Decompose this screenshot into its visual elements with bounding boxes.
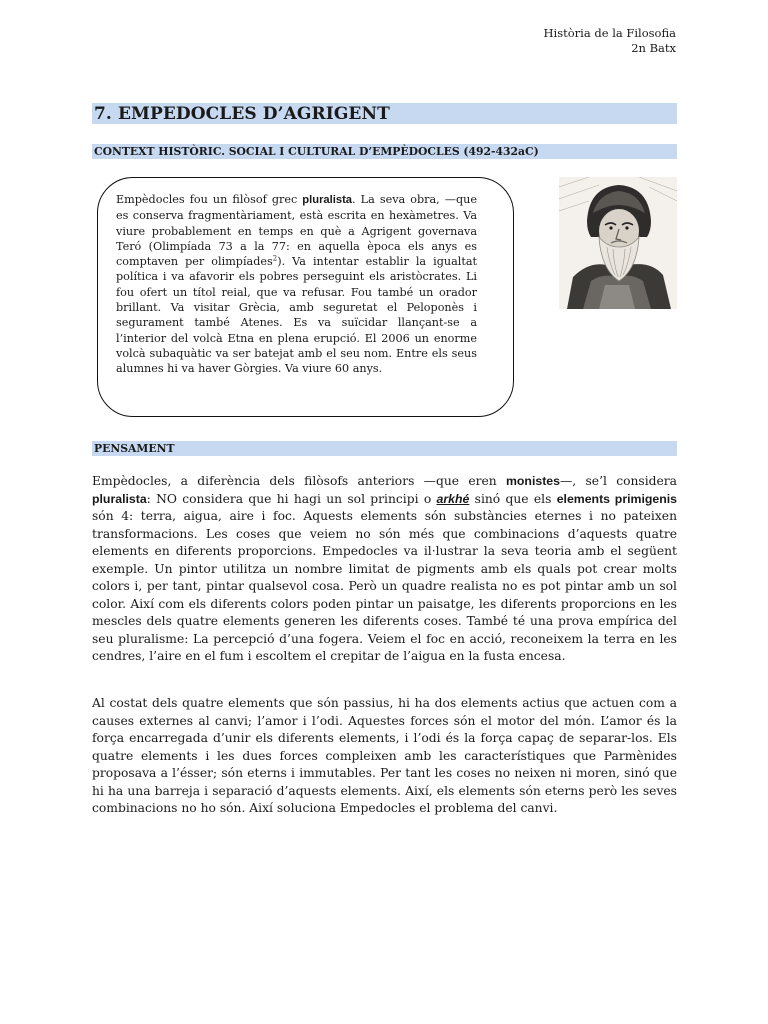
p2-text: Al costat dels quatre elements que són passius, hi ha dos elements actius que actuen com a causes externes al canvi; l’amor i l’odi. Aquestes forces són el motor del món. L’amor és la força encarregada d’unir els diferents elements, i l’odi és la força capaç de separar-los. Els quatre elements i les dues forces compleixen amb les característiques que Parmènides proposava a l’ésser; són eterns i immutables. Per tant les coses no neixen ni moren, sinó que hi ha una barreja i separació d’aquests elements. Així, els elements són eterns però les seves combinacions no ho són. Així soluciona Empedocles el problema del canvi. [92,696,677,815]
context-highlight: pluralista [302,194,353,206]
context-text-middle: . La seva obra, —que es conserva fragmentàriament, està escrita en hexàmetres. Va viure probablement en temps en què a Agrigent governava Teró (Olimpíada 73 a la 77: en aquella època els anys es comptaven per olimpíades [116,193,477,269]
footnote-mark: 2 [272,254,278,263]
header-subject: Història de la Filosofia [543,26,676,40]
p1-highlight-elements: elements primigenis [556,491,677,506]
context-heading: CONTEXT HISTÒRIC. SOCIAL I CULTURAL D’EMPÈDOCLES (492-432aC) [92,144,677,159]
portrait-engraving [559,177,677,309]
p1-text-5: són 4: terra, aigua, aire i foc. Aquests elements són substàncies eternes i no pateixen transformacions. Les coses que veiem no són més que combinacions d’aquests quatre elements en diferents proporcions. Empedocles va il·lustrar la seva teoria amb el següent exemple. Un pintor utilitza un nombre limitat de pigments amb els quals pot crear molts colors i, per tant, pintar qualsevol cosa. Però un quadre realista no es pot pintar amb un sol color. Així com els diferents colors poden pintar un paisatge, les diferents proporcions en les mescles dels quatre elements generen les diferents coses. També té una prova empírica del seu pluralisme: La percepció d’una fogera. Veiem el foc en acció, reconeixem la terra en les cendres, l’aire en el fum i escoltem el crepitar de l’aigua en la fusta encesa. [92,509,677,663]
page-header [544,26,676,56]
page-title: 7. EMPEDOCLES D’AGRIGENT [92,103,677,124]
context-box [97,177,514,417]
p1-highlight-monistes: monistes [505,474,560,488]
p1-text-2: —, se’l considera [559,474,678,488]
p1-text-1: Empèdocles, a diferència dels filòsofs anteriors —que eren [92,474,506,488]
context-paragraph [116,192,477,377]
p1-highlight-pluralista: pluralista [92,491,147,506]
p1-text-3: : NO considera que hi hagi un sol principi o [146,491,437,506]
header-course: 2n Batx [631,41,676,55]
p1-highlight-arkhe: arkhé [436,491,470,506]
pensament-paragraph-1 [92,473,677,666]
p1-text-4: sinó que els [469,491,557,506]
empedocles-portrait [559,177,677,309]
context-text-end: ). Va intentar establir la igualtat política i va afavorir els pobres perseguint els aristòcrates. Li fou ofert un títol reial, que va refusar. Fou també un orador brillant. Va visitar Grècia, amb seguretat el Peloponès i segurament també Atenes. Es va suïcidar llançant-se a l’interior del volcà Etna en plena erupció. El 2006 un enorme volcà subaquàtic va ser batejat amb el seu nom. Entre els seus alumnes hi va haver Gòrgies. Va viure 60 anys. [116,255,477,376]
pensament-heading: PENSAMENT [92,441,677,456]
context-text-start: Empèdocles fou un filòsof grec [116,193,303,206]
pensament-paragraph-2 [92,695,677,818]
